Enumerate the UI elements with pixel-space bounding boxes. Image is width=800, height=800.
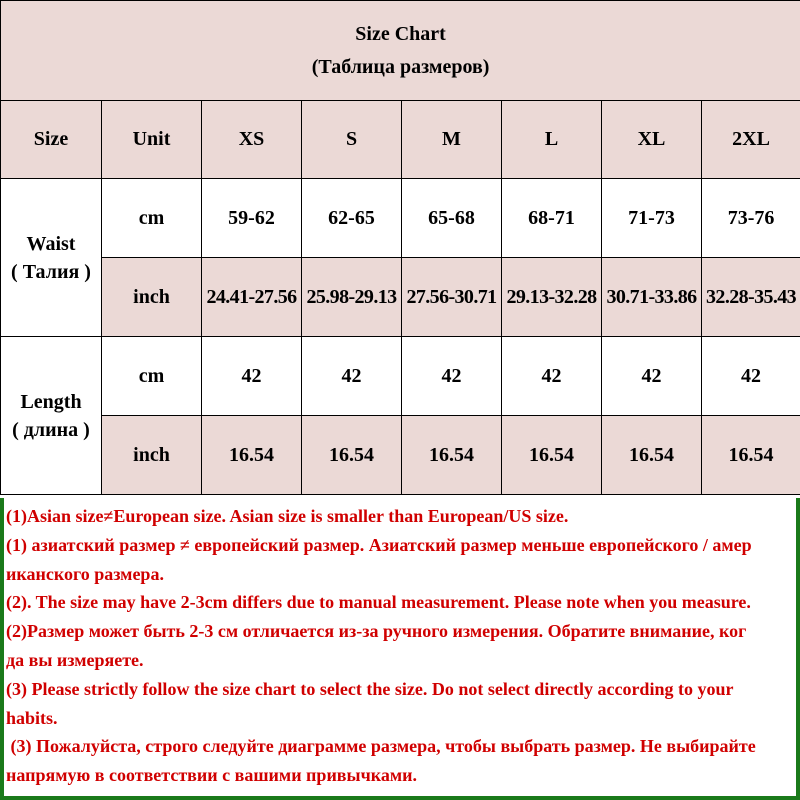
header-row <box>1 101 800 179</box>
chart-title <box>1 1 800 101</box>
length-cm-row <box>1 337 800 416</box>
note-line: (2). The size may have 2-3cm differs due to manual measurement. Please note when you measure. <box>6 592 751 613</box>
notes-panel <box>0 498 800 800</box>
value-cell: 42 <box>202 337 302 416</box>
unit-cell: inch <box>102 258 202 337</box>
title-line-2: (Таблица размеров) <box>311 55 490 78</box>
value-cell: 25.98-29.13 <box>302 258 402 337</box>
waist-label: Waist <box>26 232 76 255</box>
value-cell: 42 <box>402 337 502 416</box>
note-line: (2)Размер может быть 2-3 см отличается из-за ручного измерения. Обратите внимание, ког <box>6 621 747 642</box>
header-size-xs: XS <box>202 101 302 179</box>
header-size-xl: XL <box>602 101 702 179</box>
header-size: Size <box>1 101 102 179</box>
value-cell: 42 <box>702 337 800 416</box>
value-cell: 65-68 <box>402 179 502 258</box>
value-cell: 62-65 <box>302 179 402 258</box>
value-cell: 42 <box>302 337 402 416</box>
value-cell: 68-71 <box>502 179 602 258</box>
waist-inch-row <box>1 258 800 337</box>
note-line: habits. <box>6 707 58 728</box>
value-cell: 59-62 <box>202 179 302 258</box>
value-cell: 42 <box>602 337 702 416</box>
note-line: да вы измеряете. <box>6 649 144 670</box>
waist-label-cell <box>1 179 102 337</box>
note-line: (1) азиатский размер ≠ европейский размер. Азиатский размер меньше европейского / амер <box>6 534 752 555</box>
value-cell: 73-76 <box>702 179 800 258</box>
value-cell: 16.54 <box>202 416 302 495</box>
value-cell: 27.56-30.71 <box>402 258 502 337</box>
value-cell: 42 <box>502 337 602 416</box>
note-line: (1)Asian size≠European size. Asian size is smaller than European/US size. <box>6 506 569 526</box>
value-cell: 29.13-32.28 <box>502 258 602 337</box>
header-size-2xl: 2XL <box>702 101 800 179</box>
header-size-m: M <box>402 101 502 179</box>
value-cell: 32.28-35.43 <box>702 258 800 337</box>
value-cell: 16.54 <box>702 416 800 495</box>
unit-cell: inch <box>102 416 202 495</box>
unit-cell: cm <box>102 179 202 258</box>
length-label: Length <box>20 390 82 413</box>
value-cell: 16.54 <box>302 416 402 495</box>
header-size-l: L <box>502 101 602 179</box>
note-line: напрямую в соответствии с вашими привычками. <box>6 765 417 786</box>
waist-cm-row <box>1 179 800 258</box>
header-size-s: S <box>302 101 402 179</box>
length-inch-row <box>1 416 800 495</box>
value-cell: 30.71-33.86 <box>602 258 702 337</box>
value-cell: 71-73 <box>602 179 702 258</box>
note-line: (3) Пожалуйста, строго следуйте диаграмме размера, чтобы выбрать размер. Не выбирайте <box>6 736 756 757</box>
value-cell: 16.54 <box>602 416 702 495</box>
length-label-ru: ( длина ) <box>12 418 90 441</box>
title-line-1: Size Chart <box>355 22 446 45</box>
note-line: иканского размера. <box>6 563 164 584</box>
value-cell: 16.54 <box>402 416 502 495</box>
value-cell: 24.41-27.56 <box>202 258 302 337</box>
unit-cell: cm <box>102 337 202 416</box>
length-label-cell <box>1 337 102 495</box>
header-unit: Unit <box>102 101 202 179</box>
note-line: (3) Please strictly follow the size chart to select the size. Do not select directly according to your <box>6 678 734 699</box>
value-cell: 16.54 <box>502 416 602 495</box>
waist-label-ru: ( Талия ) <box>11 260 91 283</box>
